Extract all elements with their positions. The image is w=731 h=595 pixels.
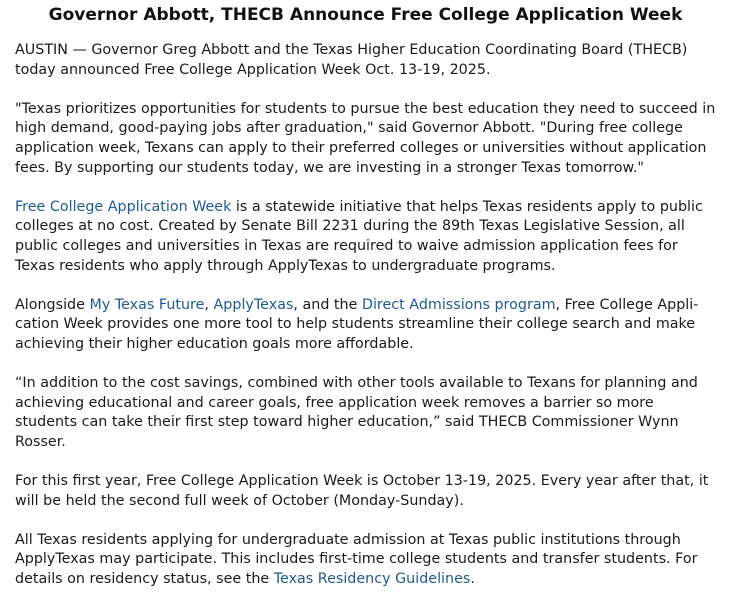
initiative-text: is a statewide initiative that helps Texas residents apply to public colleges at no cost. Created by Senate Bill 2231 during the 89th Texas Legislative Session, all public colleges and universities in Texas are required to waive admission application fees for Texas residents who apply through ApplyTexas to undergraduate programs. [15,198,703,274]
tools-paragraph [15,296,716,355]
intro-paragraph: AUSTIN — Governor Greg Abbott and the Texas Higher Education Coordinating Board (THECB) today announced Free College Application Week Oct. 13-19, 2025. [15,42,688,78]
commissioner-quote-paragraph: “In addition to the cost savings, combined with other tools available to Texans for planning and achieving educational and career goals, free application week removes a barrier so more students can take their first step toward higher education,” said THECB Commissioner Wynn Rosser. [15,375,698,450]
eligibility-paragraph [15,531,716,590]
article-title: Governor Abbott, THECB Announce Free College Application Week [48,5,683,25]
tools-text-c: , and the [293,296,362,313]
eligibility-text: All Texas residents applying for undergraduate admission at Texas public institutions through ApplyTexas may participate. This includes first-time college students and transfer students. For details on residency status, see the [15,531,698,588]
schedule-paragraph: For this first year, Free College Application Week is October 13-19, 2025. Every year after that, it will be held the second full week of October (Monday-Sunday). [15,473,709,509]
applytexas-link[interactable]: ApplyTexas [213,296,294,313]
eligibility-end: . [470,571,475,588]
direct-admissions-link[interactable]: Direct Admissions program [361,296,556,313]
tools-text-b: , [204,296,214,313]
my-texas-future-link[interactable]: My Texas Future [89,296,205,313]
initiative-paragraph [15,198,716,276]
press-release-article [0,4,731,590]
tools-text-d: , Free College Application Week provides one more tool to help students streamline their college search and make achieving their higher education goals more affordable. [15,296,699,352]
texas-residency-guidelines-link[interactable]: Texas Residency Guidelines [273,571,471,588]
abbott-quote-paragraph: "Texas prioritizes opportunities for students to pursue the best education they need to succeed in high demand, good-paying jobs after graduation," said Governor Abbott. "During free college application week, Texans can apply to their preferred colleges or universities without application fees. By supporting our students today, we are investing in a stronger Texas tomorrow." [15,100,716,176]
free-college-application-week-link[interactable]: Free College Application Week [15,198,232,215]
tools-text-a: Alongside [15,296,90,313]
